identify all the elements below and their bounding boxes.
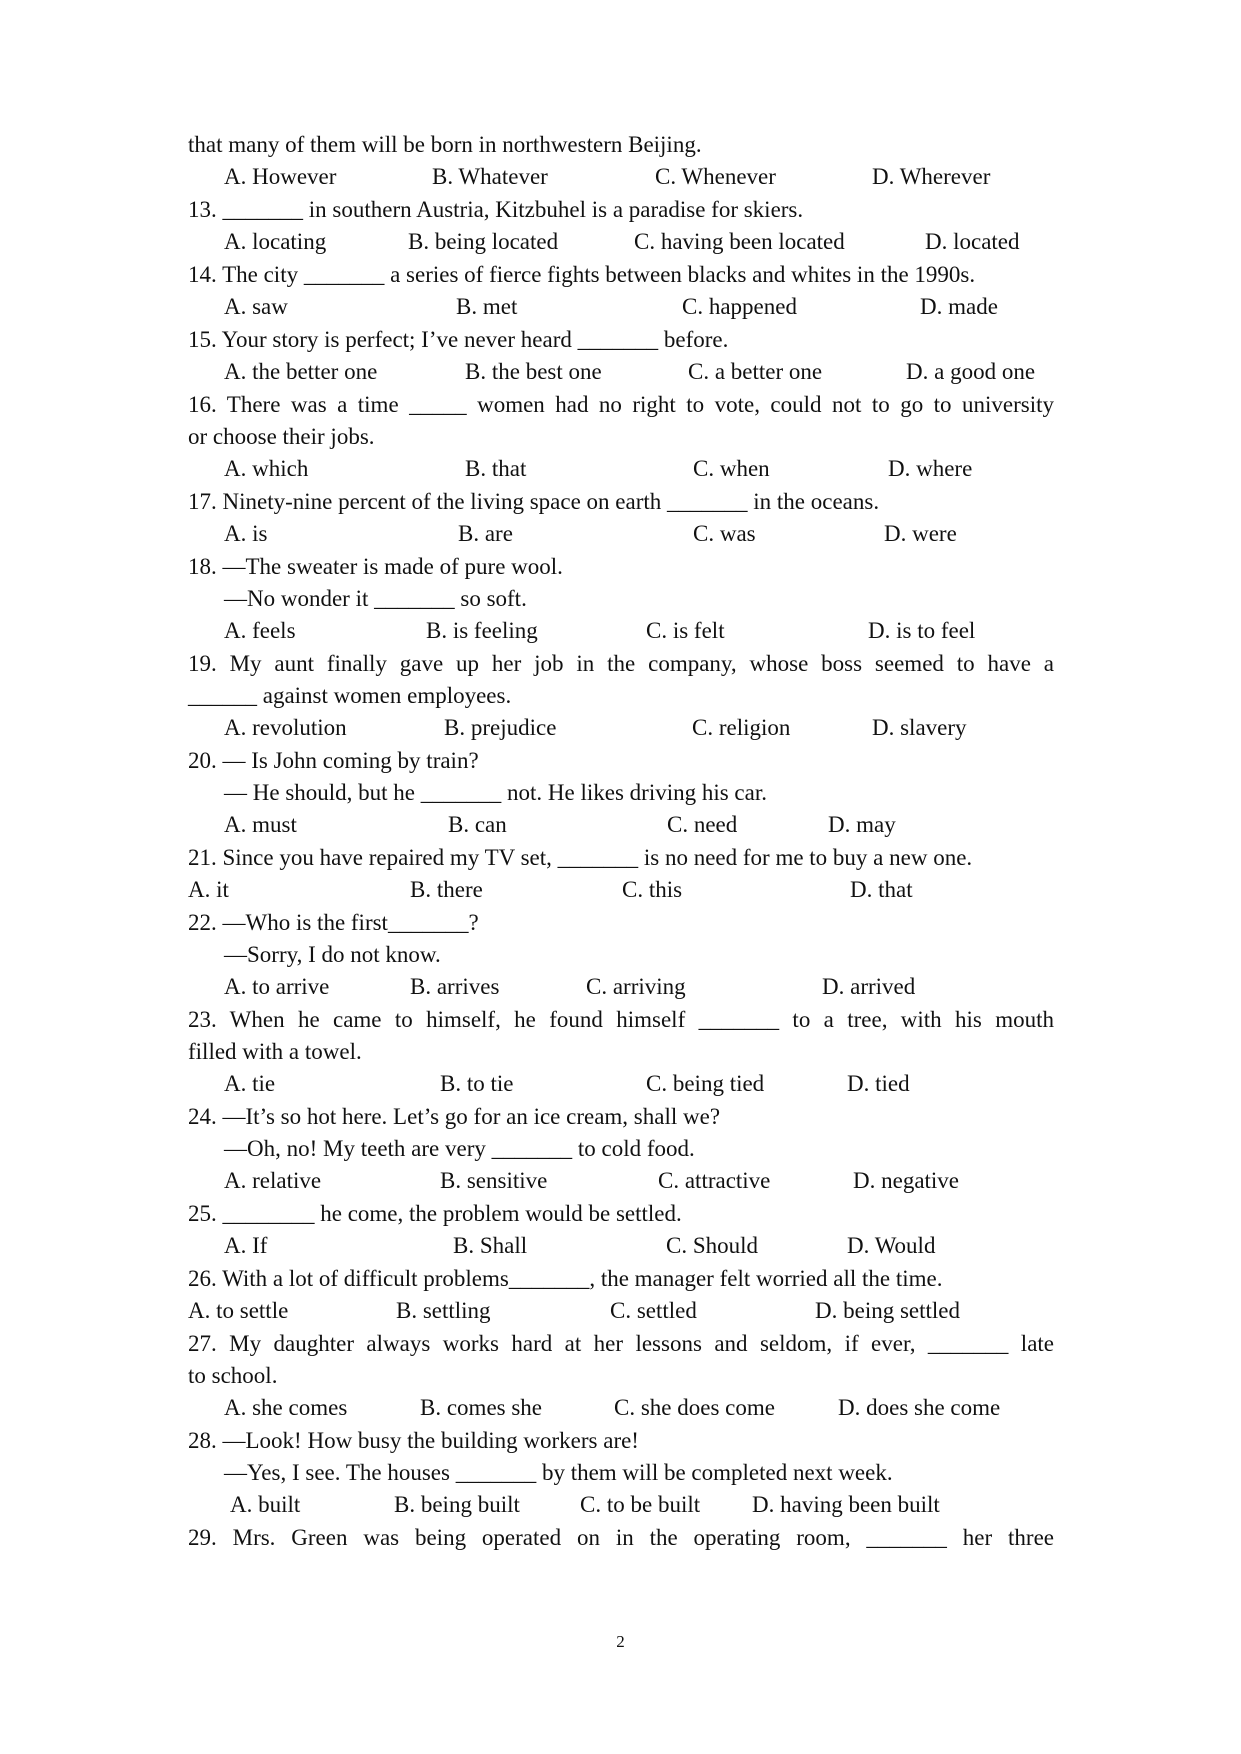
- text-line: 14. The city _______ a series of fierce fights between blacks and whites in the 1990s.: [188, 262, 976, 287]
- text-line: 28. —Look! How busy the building workers are!: [188, 1428, 639, 1453]
- answer-option: A. built: [230, 1492, 301, 1517]
- answer-option: A. saw: [224, 294, 288, 319]
- answer-option: A. tie: [224, 1071, 276, 1096]
- answer-option: B. there: [410, 877, 483, 902]
- text-line: to school.: [188, 1363, 278, 1388]
- text-line: 26. With a lot of difficult problems_______, the manager felt worried all the time.: [188, 1266, 943, 1291]
- answer-option: C. when: [693, 456, 770, 481]
- answer-option: C. to be built: [580, 1492, 701, 1517]
- text-line: 25. ________ he come, the problem would be settled.: [188, 1201, 682, 1226]
- answer-option: D. having been built: [752, 1492, 940, 1517]
- answer-option: D. a good one: [906, 359, 1036, 384]
- answer-option: D. does she come: [838, 1395, 1001, 1420]
- text-line: 29. Mrs. Green was being operated on in the operating room, _______ her three: [188, 1525, 1054, 1550]
- text-line: 19. My aunt finally gave up her job in the company, whose boss seemed to have a: [188, 651, 1054, 676]
- answer-option: A. feels: [224, 618, 296, 643]
- answer-option: C. was: [693, 521, 756, 546]
- answer-option: B. sensitive: [440, 1168, 548, 1193]
- text-line: — He should, but he _______ not. He likes driving his car.: [224, 780, 767, 805]
- answer-option: B. are: [458, 521, 513, 546]
- answer-option: C. settled: [610, 1298, 697, 1323]
- text-line: 16. There was a time _____ women had no right to vote, could not to go to university: [188, 392, 1054, 417]
- answer-option: C. she does come: [614, 1395, 775, 1420]
- text-line: —Oh, no! My teeth are very _______ to cold food.: [224, 1136, 695, 1161]
- answer-option: C. is felt: [646, 618, 725, 643]
- answer-option: D. being settled: [815, 1298, 960, 1323]
- answer-option: B. being located: [408, 229, 559, 254]
- answer-option: B. comes she: [420, 1395, 543, 1420]
- answer-option: D. where: [888, 456, 973, 481]
- text-line: that many of them will be born in northwestern Beijing.: [188, 132, 702, 157]
- answer-option: C. Should: [666, 1233, 759, 1258]
- text-line: 21. Since you have repaired my TV set, _______ is no need for me to buy a new one.: [188, 845, 973, 870]
- text-line: 15. Your story is perfect; I’ve never heard _______ before.: [188, 327, 729, 352]
- text-line: 18. —The sweater is made of pure wool.: [188, 554, 563, 579]
- answer-option: A. she comes: [224, 1395, 348, 1420]
- text-line: ______ against women employees.: [188, 683, 512, 708]
- answer-option: B. is feeling: [426, 618, 538, 643]
- answer-option: A. However: [224, 164, 337, 189]
- answer-option: B. met: [456, 294, 518, 319]
- text-line: —Sorry, I do not know.: [224, 942, 441, 967]
- answer-option: B. Whatever: [432, 164, 548, 189]
- answer-option: D. may: [828, 812, 896, 837]
- text-line: —Yes, I see. The houses _______ by them will be completed next week.: [224, 1460, 893, 1485]
- answer-option: A. relative: [224, 1168, 322, 1193]
- text-line: 23. When he came to himself, he found himself _______ to a tree, with his mouth: [188, 1007, 1054, 1032]
- answer-option: D. arrived: [822, 974, 916, 999]
- answer-option: D. tied: [847, 1071, 910, 1096]
- answer-option: C. arriving: [586, 974, 686, 999]
- answer-option: C. attractive: [658, 1168, 771, 1193]
- answer-option: B. Shall: [453, 1233, 528, 1258]
- answer-option: B. prejudice: [444, 715, 557, 740]
- answer-option: B. that: [465, 456, 527, 481]
- answer-option: D. negative: [853, 1168, 960, 1193]
- answer-option: A. it: [188, 877, 229, 902]
- answer-option: A. must: [224, 812, 297, 837]
- text-line: 17. Ninety-nine percent of the living space on earth _______ in the oceans.: [188, 489, 880, 514]
- answer-option: D. were: [884, 521, 957, 546]
- answer-option: C. being tied: [646, 1071, 765, 1096]
- answer-option: D. that: [850, 877, 913, 902]
- answer-option: A. is: [224, 521, 268, 546]
- answer-option: A. which: [224, 456, 309, 481]
- text-line: 13. _______ in southern Austria, Kitzbuhel is a paradise for skiers.: [188, 197, 804, 222]
- answer-option: D. located: [925, 229, 1020, 254]
- answer-option: B. the best one: [465, 359, 602, 384]
- answer-option: C. Whenever: [655, 164, 776, 189]
- answer-option: B. being built: [394, 1492, 520, 1517]
- text-line: filled with a towel.: [188, 1039, 362, 1064]
- answer-option: B. to tie: [440, 1071, 514, 1096]
- text-line: 22. —Who is the first_______?: [188, 910, 479, 935]
- answer-option: D. slavery: [872, 715, 967, 740]
- answer-option: A. If: [224, 1233, 268, 1258]
- answer-option: C. need: [667, 812, 738, 837]
- page-number: 2: [616, 1632, 625, 1651]
- answer-option: A. revolution: [224, 715, 347, 740]
- answer-option: A. locating: [224, 229, 327, 254]
- answer-option: C. a better one: [688, 359, 823, 384]
- answer-option: A. to arrive: [224, 974, 330, 999]
- answer-option: D. is to feel: [868, 618, 976, 643]
- answer-option: A. to settle: [188, 1298, 289, 1323]
- answer-option: B. settling: [396, 1298, 491, 1323]
- answer-option: C. having been located: [634, 229, 845, 254]
- text-line: 27. My daughter always works hard at her lessons and seldom, if ever, _______ late: [188, 1331, 1054, 1356]
- answer-option: C. happened: [682, 294, 797, 319]
- text-line: 24. —It’s so hot here. Let’s go for an ice cream, shall we?: [188, 1104, 721, 1129]
- text-line: or choose their jobs.: [188, 424, 375, 449]
- text-line: —No wonder it _______ so soft.: [224, 586, 527, 611]
- answer-option: D. made: [920, 294, 998, 319]
- answer-option: D. Wherever: [872, 164, 991, 189]
- answer-option: D. Would: [847, 1233, 936, 1258]
- answer-option: C. religion: [692, 715, 791, 740]
- text-line: 20. — Is John coming by train?: [188, 748, 479, 773]
- answer-option: B. arrives: [410, 974, 500, 999]
- answer-option: C. this: [622, 877, 683, 902]
- answer-option: B. can: [448, 812, 507, 837]
- answer-option: A. the better one: [224, 359, 378, 384]
